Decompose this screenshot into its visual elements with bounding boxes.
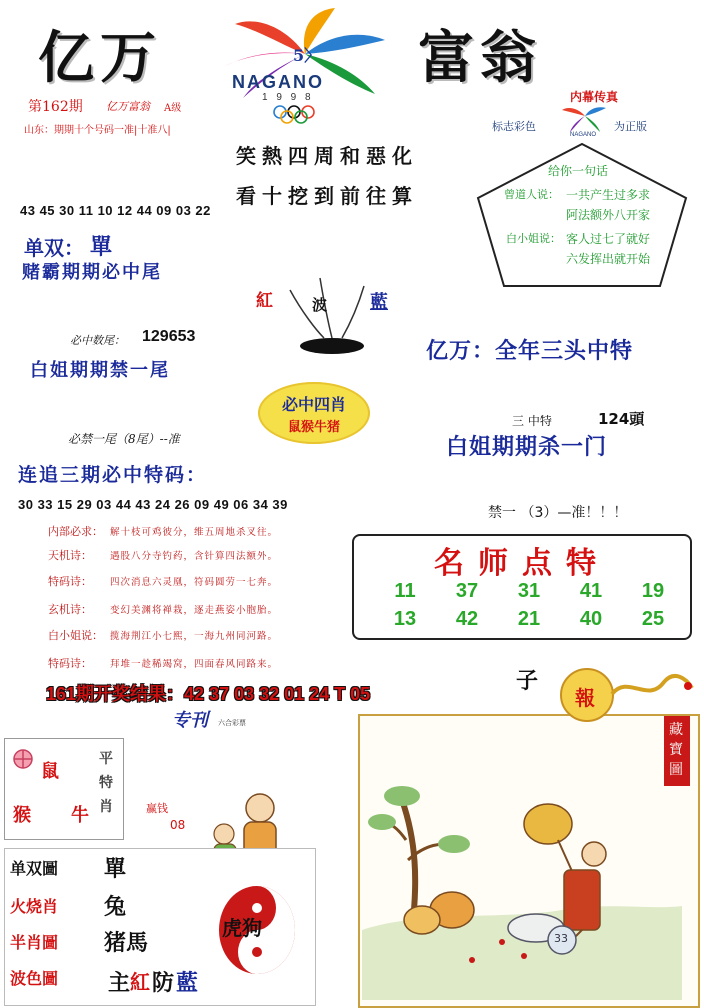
- phrase-1-label: 曾道人说：: [504, 188, 559, 201]
- consecutive-numbers: 30 33 15 29 03 44 43 24 26 09 49 06 34 39: [18, 497, 288, 512]
- yiwan-kill-line: 白姐期期杀一门: [446, 435, 608, 460]
- poem-text: 四次消息六灵凰，符码圆劳一七奔。: [110, 577, 279, 588]
- consecutive-title: 连追三期必中特码：: [18, 464, 208, 486]
- wave-main-label: 主: [108, 970, 131, 996]
- phrase-2-line-2: 六发挥出就开始: [566, 252, 651, 266]
- mid-banner-sub: 六合彩票: [218, 719, 246, 727]
- fax-sub-right: 为正版: [614, 120, 647, 133]
- mid-banner-brand: 专刊: [172, 710, 208, 731]
- svg-text:NAGANO: NAGANO: [570, 132, 597, 138]
- yiwan-ban-line: 禁一 （3）—准！！！: [488, 505, 628, 521]
- poem-row: [48, 652, 348, 674]
- olympic-rings-icon: [270, 104, 340, 128]
- poem-label: 特码诗：: [48, 575, 92, 588]
- fire-zodiac-pick: 兔: [104, 894, 127, 920]
- poem-text: 变幻美渊将禅栽，逐走燕姿小胞胎。: [110, 605, 279, 616]
- tail-subtitle: 白姐期期禁一尾: [30, 360, 170, 381]
- wave-graphic: [276, 268, 406, 368]
- zodiac-ox: 牛: [71, 805, 89, 826]
- half-zodiac-pick: 猪馬: [104, 930, 149, 956]
- svg-text:5〉: 5〉: [293, 46, 321, 65]
- knot-icon: [9, 745, 37, 773]
- poem-row: [48, 598, 348, 620]
- poem-label: 天机诗：: [48, 549, 92, 562]
- zodiac-zi: 子: [516, 668, 539, 694]
- master-number: 13: [393, 608, 417, 630]
- fax-title: 内幕传真: [570, 90, 619, 104]
- poem-text: 遇股八分寺钓药，含针算四法额外。: [110, 551, 279, 562]
- ban-tail: 必禁一尾（8尾）--准: [68, 432, 180, 446]
- yiwan-special-value: 124頭: [598, 410, 645, 428]
- olympic-year: 1 9 9 8: [262, 92, 314, 103]
- olympic-text: NAGANO: [232, 72, 324, 92]
- bao-badge: [560, 668, 614, 722]
- poem-row: [48, 624, 348, 646]
- title-right: 富翁: [418, 25, 542, 91]
- slogan-line-1: 笑熱四周和惡化: [236, 144, 418, 168]
- dragon-icon: [608, 664, 696, 718]
- phrase-2-label: 白小姐说：: [506, 232, 561, 245]
- poem-label: 白小姐说：: [48, 629, 103, 642]
- result-banner: 161期开奖结果：42 37 03 32 01 24 T 05: [46, 684, 371, 704]
- phrase-1-line-2: 阿法额外八开家: [566, 208, 651, 222]
- treasure-map-label: 藏寶圖: [669, 722, 683, 778]
- brand-small: 亿万富翁: [106, 100, 150, 113]
- master-number: 41: [579, 580, 603, 602]
- badge-label: 赢钱: [146, 802, 168, 815]
- issue-number: 第162期: [28, 99, 83, 115]
- master-number: 31: [517, 580, 541, 602]
- phrase-2-line-1: 客人过七了就好: [566, 232, 651, 246]
- small-olympic-icon: [560, 104, 610, 142]
- odd-even-subtitle: 赌霸期期必中尾: [22, 262, 162, 283]
- poem-row: [48, 544, 348, 566]
- phrase-title: 给你一句话: [548, 164, 609, 178]
- wave-red: 紅: [256, 291, 273, 311]
- poem-text: 解十枝可鸡彼分，维五周地杀叉往。: [110, 527, 279, 538]
- fax-sub-left: 标志彩色: [492, 120, 536, 133]
- tiger-dog-pick: 虎狗: [222, 916, 262, 940]
- poem-row: [48, 570, 348, 592]
- master-number: 11: [394, 580, 416, 602]
- yiwan-headline: 亿万：全年三头中特: [426, 339, 634, 364]
- zodiac-rat: 鼠: [41, 761, 59, 782]
- four-zodiac-title: 必中四肖: [281, 395, 346, 414]
- grade-label: A级: [164, 103, 182, 114]
- vertical-label: 平特肖: [99, 751, 113, 815]
- master-panel: [352, 534, 692, 640]
- four-zodiac-badge: [258, 382, 370, 444]
- issue-tag: 08: [170, 818, 186, 832]
- rule-line: 山东：期期十个号码一准|十准八|: [24, 125, 171, 136]
- master-number: 40: [579, 608, 603, 630]
- master-number: 37: [455, 580, 479, 602]
- chart-row: 半肖圖: [10, 933, 59, 952]
- bao-label: 報: [575, 686, 595, 710]
- chart-row: 单双圖: [10, 859, 59, 878]
- odd-even-pick: 單: [104, 856, 127, 882]
- wave-red-pick: 紅: [130, 970, 150, 994]
- tail-value: 129653: [142, 328, 196, 345]
- poem-row: [48, 520, 348, 542]
- farmer-illustration: [362, 760, 682, 1004]
- master-number: 19: [641, 580, 665, 602]
- chart-row: 火烧肖: [10, 897, 59, 916]
- slogan-line-2: 看十挖到前往算: [236, 184, 418, 208]
- poem-label: 内部必求：: [48, 525, 103, 538]
- zodiac-monkey: 猴: [13, 805, 31, 826]
- title-left: 亿万: [38, 25, 162, 91]
- mid-banner: [150, 706, 280, 732]
- wave-blue-pick: 藍: [176, 970, 199, 996]
- wave-middle: 波: [312, 296, 328, 314]
- chart-row: 波色圖: [10, 969, 59, 988]
- pot-number: 33: [554, 932, 568, 945]
- master-number: 42: [455, 608, 479, 630]
- four-zodiac-value: 鼠猴牛猪: [287, 420, 340, 435]
- poem-text: 揽海荆江小七熙，一海九州同河路。: [110, 631, 279, 642]
- poem-label: 玄机诗：: [48, 603, 92, 616]
- master-number: 25: [641, 608, 665, 630]
- top-numbers: 43 45 30 11 10 12 44 09 03 22: [20, 203, 211, 218]
- yiwan-special-label: 三 中特: [512, 414, 552, 428]
- master-number: 21: [517, 608, 541, 630]
- odd-even-label: 单双：: [24, 236, 84, 260]
- tail-label: 必中数尾：: [70, 334, 125, 347]
- poem-label: 特码诗：: [48, 657, 92, 670]
- left-bottom-panel: [4, 738, 124, 840]
- wave-guard-label: 防: [152, 970, 175, 996]
- odd-even-value: 單: [90, 234, 113, 260]
- master-title: 名师点特: [434, 546, 610, 581]
- poem-text: 拜堆一趁稀竭窝，四面春风同路来。: [110, 659, 279, 670]
- phrase-1-line-1: 一共产生过多求: [566, 188, 651, 202]
- wave-blue: 藍: [370, 292, 388, 313]
